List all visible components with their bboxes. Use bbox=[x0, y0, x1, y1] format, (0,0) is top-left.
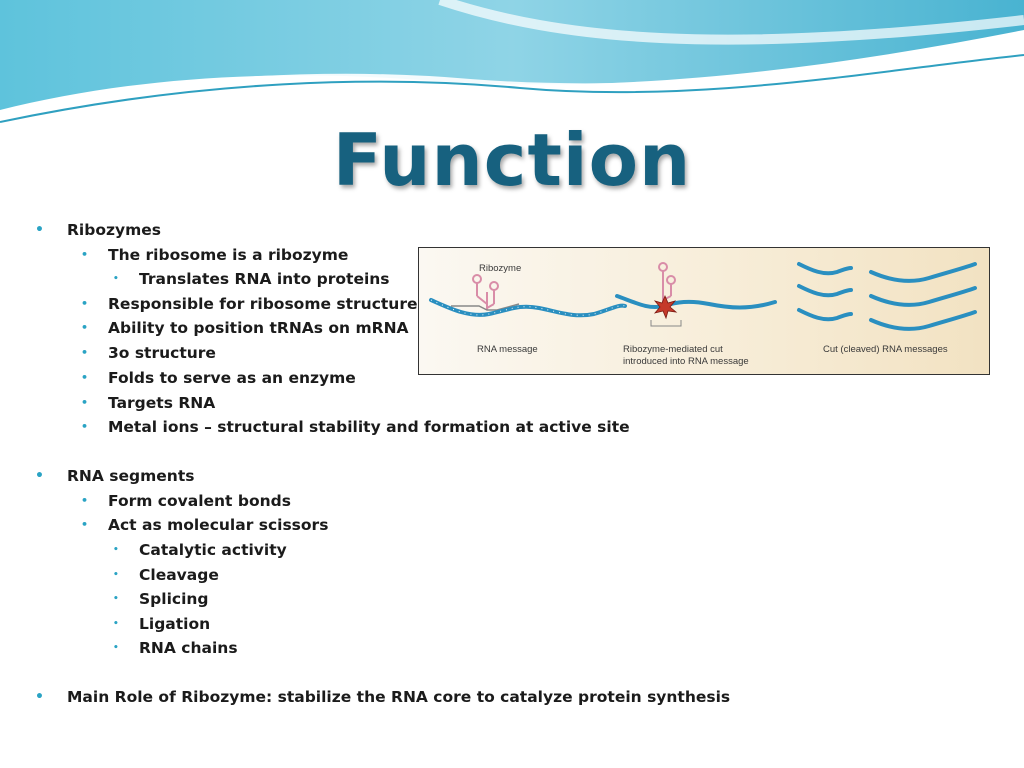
rna-message-strand bbox=[431, 300, 625, 315]
bullet-item: • Ability to position tRNAs on mRNA bbox=[108, 318, 409, 338]
ribozyme-structure-1 bbox=[451, 275, 519, 310]
bullet-item: • Metal ions – structural stability and formation at active site bbox=[108, 417, 630, 437]
bullet-item: • Ligation bbox=[139, 614, 210, 634]
cleaved-rna-fragments bbox=[799, 264, 975, 329]
caption-ribozyme-cut-line2: introduced into RNA message bbox=[623, 356, 749, 367]
caption-cleaved-messages: Cut (cleaved) RNA messages bbox=[823, 344, 948, 355]
bullet-item: • Translates RNA into proteins bbox=[139, 269, 390, 289]
ribozyme-label: Ribozyme bbox=[479, 263, 522, 274]
bullet-item: • Form covalent bonds bbox=[108, 491, 291, 511]
bullet-item: • Cleavage bbox=[139, 565, 219, 585]
bullet-item: • Responsible for ribosome structure bbox=[108, 294, 417, 314]
bullet-item: • Ribozymes bbox=[67, 220, 161, 240]
caption-ribozyme-cut-line1: Ribozyme-mediated cut bbox=[623, 344, 723, 355]
ribozyme-diagram bbox=[418, 247, 990, 375]
bullet-item: • Targets RNA bbox=[108, 393, 215, 413]
bullet-item: • RNA segments bbox=[67, 466, 194, 486]
slide-title: Function bbox=[332, 118, 692, 202]
bullet-item: • Act as molecular scissors bbox=[108, 515, 328, 535]
rna-message-strand-cut bbox=[617, 296, 775, 308]
bullet-item: • RNA chains bbox=[139, 638, 238, 658]
bullet-item: • The ribosome is a ribozyme bbox=[108, 245, 348, 265]
bullet-item: • Folds to serve as an enzyme bbox=[108, 368, 356, 388]
bullet-item: • Main Role of Ribozyme: stabilize the RNA core to catalyze protein synthesis bbox=[67, 687, 730, 707]
caption-rna-message: RNA message bbox=[477, 344, 538, 355]
bullet-item: • Splicing bbox=[139, 589, 209, 609]
bullet-item: • 3o structure bbox=[108, 343, 216, 363]
bullet-item: • Catalytic activity bbox=[139, 540, 287, 560]
